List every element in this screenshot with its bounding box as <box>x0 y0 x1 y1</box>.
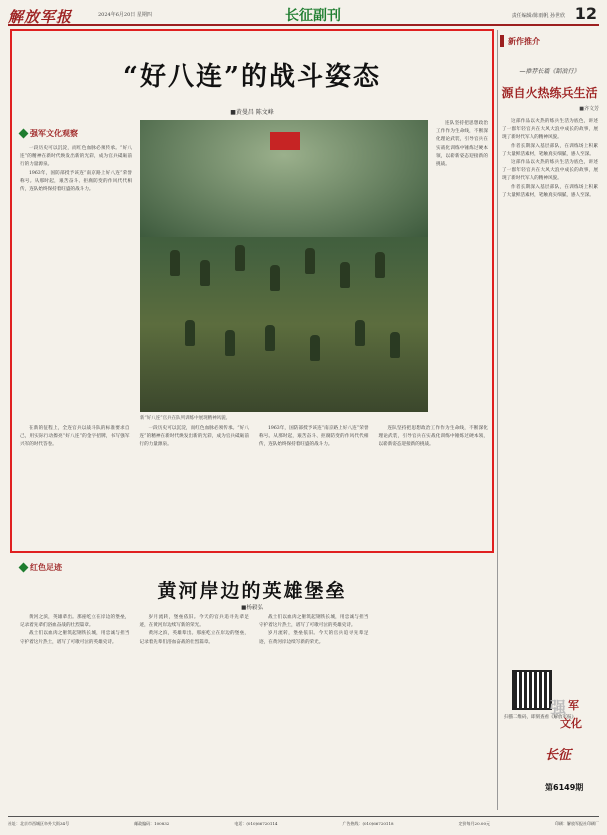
paragraph: 1963年，国防部授予该连“南京路上好八连”荣誉称号。从那时起，艰苦奋斗、拒腐防变的作风代代相传，连队始终保持着旺盛的战斗力。 <box>259 426 369 448</box>
soldier-figure <box>265 325 275 351</box>
paragraph: 黄河之滨，英雄辈出。那座屹立在岸边的堡垒，记录着先辈们浴血奋战的壮烈篇章。 <box>139 631 249 645</box>
page-number: 12 <box>574 4 597 23</box>
right-kicker: —推荐长篇《蹈浪行》 <box>519 68 580 75</box>
soldier-figure <box>340 262 350 288</box>
right-section-label: 新作推介 <box>508 36 540 46</box>
footer-ads: 广告热线：(010)66720118 <box>342 820 394 826</box>
paragraph: 黄河之滨，英雄辈出。那座屹立在岸边的堡垒，记录着先辈们浴血奋战的壮烈篇章。 <box>20 615 130 629</box>
qr-caption: 扫描二维码，即刻查看《解放军报》 <box>504 715 576 720</box>
red-flag-icon <box>270 132 300 150</box>
right-byline: ■齐文芳 <box>579 106 599 112</box>
paragraph: 岁月流转，堡垒依旧。今天的官兵追寻先辈足迹，在黄河岸边续写新的荣光。 <box>139 615 249 629</box>
soldier-figure <box>390 332 400 358</box>
feature-column-left <box>20 145 132 403</box>
soldier-figure <box>305 248 315 274</box>
soldier-figure <box>235 245 245 271</box>
soldier-figure <box>185 320 195 346</box>
sidebar-heading-2-label: 红色足迹 <box>30 562 62 572</box>
issue-number: 第6149期 <box>545 783 584 792</box>
page-footer <box>8 816 599 830</box>
paragraph: 1963年，国防部授予该连“南京路上好八连”荣誉称号。从那时起，艰苦奋斗、拒腐防变的作风代代相传，连队始终保持着旺盛的战斗力。 <box>20 170 132 193</box>
paragraph: 一段历史可以沉淀，而红色血脉必须传承。“好八连”的精神在新时代焕发出新的光彩，成为官兵砥砺前行的力量源泉。 <box>139 426 249 448</box>
soldier-figure <box>310 335 320 361</box>
footer-address: 社址：北京市西城区阜外大街34号 <box>8 820 70 826</box>
soldier-figure <box>200 260 210 286</box>
sidebar-heading <box>20 128 78 139</box>
editor-credit: 责任编辑/陈雨帆 孙世欣 <box>511 13 565 19</box>
right-section-tab <box>500 33 599 49</box>
second-article-body <box>20 614 488 810</box>
photo-caption: 新“好八连”官兵在队列训练中展现精神风貌。 <box>140 416 231 421</box>
paragraph: 这部作品以火热的练兵生活为底色，讲述了一群年轻官兵在大风大浪中成长的故事，展现了新时代军人的精神风貌。 <box>502 119 598 141</box>
column-divider <box>497 30 498 810</box>
right-article-body <box>502 118 598 658</box>
footer-price: 定价每月20.00元 <box>458 820 491 826</box>
footer-print: 印刷：解放军报社印刷厂 <box>555 820 599 826</box>
sidebar-heading-label: 强军文化观察 <box>30 128 78 138</box>
qr-code[interactable] <box>512 670 552 710</box>
brand-mark: 长征 <box>545 748 572 763</box>
feature-column-right <box>436 120 488 412</box>
diamond-icon <box>19 129 29 139</box>
section-title: 长征副刊 <box>285 8 341 24</box>
right-headline[interactable]: 源自火热练兵生活 <box>501 86 598 100</box>
masthead: 解放军报 <box>8 8 73 26</box>
feature-byline: ■黄曼昌 陈文峰 <box>230 109 274 116</box>
culture-logo <box>550 695 598 735</box>
second-byline: ■杨毅弘 <box>241 605 263 611</box>
feature-column-bottom <box>20 425 488 545</box>
soldier-figure <box>270 265 280 291</box>
paragraph: 连队坚持把思想政治工作作为生命线，不断深化理论武装，引导官兵在实战化训练中锤炼过硬本领，以崭新姿态迎接新的挑战。 <box>436 121 488 168</box>
logo-secondary: 军 <box>568 699 579 712</box>
tab-marker <box>500 35 504 47</box>
paragraph: 这部作品以火热的练兵生活为底色，讲述了一群年轻官兵在大风大浪中成长的故事，展现了新时代军人的精神风貌。 <box>502 160 598 182</box>
paragraph: 岁月流转，堡垒依旧。今天的官兵追寻先辈足迹，在黄河岸边续写新的荣光。 <box>259 631 369 645</box>
paragraph: 连队坚持把思想政治工作作为生命线，不断深化理论武装，引导官兵在实战化训练中锤炼过硬本领，以崭新姿态迎接新的挑战。 <box>378 426 488 448</box>
paragraph: 战士们以血肉之躯筑起钢铁长城，用忠诚与担当守护着这片热土，谱写了可歌可泣的英雄史诗。 <box>259 615 369 629</box>
sidebar-heading-2 <box>20 562 62 573</box>
logo-tertiary: 文化 <box>560 717 582 730</box>
paragraph: 一段历史可以沉淀，而红色血脉必须传承。“好八连”的精神在新时代焕发出新的光彩，成为官兵砥砺前行的力量源泉。 <box>20 146 132 168</box>
soldier-figure <box>355 320 365 346</box>
paragraph: 战士们以血肉之躯筑起钢铁长城，用忠诚与担当守护着这片热土，谱写了可歌可泣的英雄史诗。 <box>20 631 130 645</box>
issue-date: 2024年6月20日 星期四 <box>98 12 152 18</box>
second-headline[interactable]: 黄河岸边的英雄堡垒 <box>157 580 347 602</box>
feature-headline[interactable]: “好八连”的战斗姿态 <box>123 62 381 92</box>
feature-photo[interactable] <box>140 120 428 412</box>
soldier-figure <box>225 330 235 356</box>
soldier-figure <box>170 250 180 276</box>
paragraph: 在新的征程上，全连官兵以战斗队的标准要求自己，用实际行动擦亮“好八连”的金字招牌，书写强军兴军的时代答卷。 <box>20 426 130 448</box>
logo-primary: 强 <box>550 698 567 717</box>
footer-phone: 电话：(010)66720114 <box>234 820 278 826</box>
soldier-figure <box>375 252 385 278</box>
paragraph: 作者长期深入基层部队，在训练场上积累了大量鲜活素材，笔触真实细腻，感人至深。 <box>502 143 598 157</box>
diamond-icon <box>19 563 29 573</box>
footer-postcode: 邮政编码：100832 <box>134 820 170 826</box>
page-header <box>8 4 599 26</box>
paragraph: 作者长期深入基层部队，在训练场上积累了大量鲜活素材，笔触真实细腻，感人至深。 <box>502 184 598 198</box>
